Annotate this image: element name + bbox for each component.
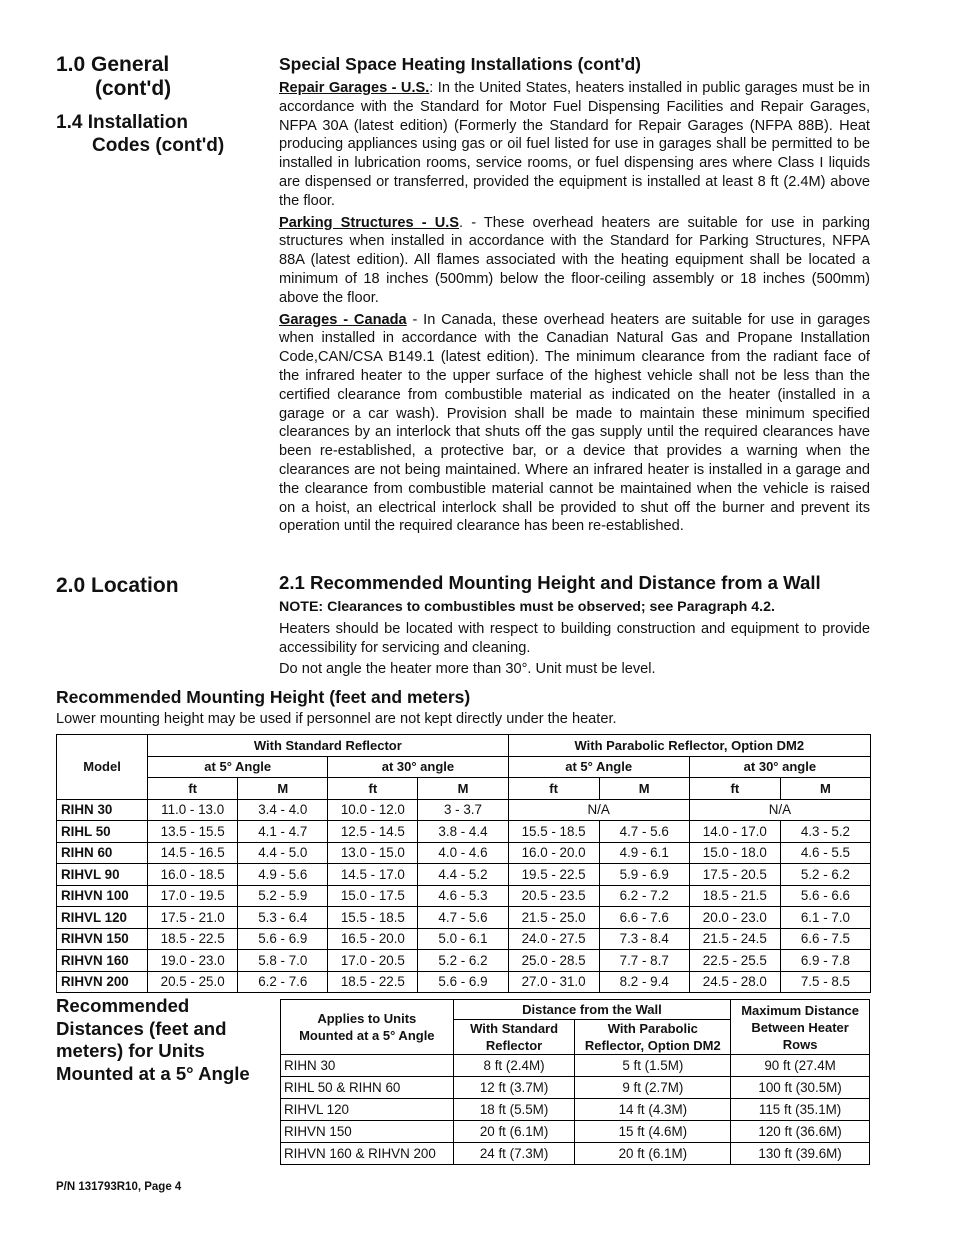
value-cell: 4.1 - 4.7	[238, 821, 328, 843]
value-cell: 130 ft (39.6M)	[731, 1143, 870, 1165]
value-cell: 6.9 - 7.8	[780, 950, 870, 972]
value-cell: 20.5 - 25.0	[148, 971, 238, 993]
applies-to-units-header-line2: Mounted at a 5° Angle	[299, 1028, 435, 1043]
table-row	[281, 1077, 870, 1099]
value-cell: 24 ft (7.3M)	[453, 1143, 575, 1165]
header-row-1	[281, 1000, 870, 1020]
unit-header: M	[780, 778, 870, 800]
value-cell: 3.8 - 4.4	[418, 821, 508, 843]
model-cell: RIHVL 120	[57, 907, 148, 929]
repair-garages-label: Repair Garages - U.S.	[279, 80, 430, 96]
unit-header: M	[418, 778, 508, 800]
table-row	[57, 950, 871, 972]
section-1-4-title-line1: 1.4 Installation	[56, 112, 188, 133]
unit-header: ft	[328, 778, 418, 800]
value-cell: 20 ft (6.1M)	[453, 1121, 575, 1143]
model-cell: RIHL 50	[57, 821, 148, 843]
standard-reflector-header-line1: With Standard	[470, 1021, 559, 1036]
par-5-angle-header: at 5° Angle	[508, 756, 689, 778]
value-cell: 4.6 - 5.5	[780, 842, 870, 864]
header-row-2	[57, 756, 871, 778]
value-cell: 4.7 - 5.6	[599, 821, 689, 843]
mounting-height-subtext: Lower mounting height may be used if personnel are not kept directly under the heater.	[56, 711, 617, 727]
value-cell: 19.0 - 23.0	[148, 950, 238, 972]
par-30-angle-header: at 30° angle	[689, 756, 870, 778]
value-cell: 3.4 - 4.0	[238, 799, 328, 821]
value-cell: 4.4 - 5.0	[238, 842, 328, 864]
value-cell: 16.0 - 18.5	[148, 864, 238, 886]
value-cell: 15 ft (4.6M)	[575, 1121, 731, 1143]
value-cell: 17.5 - 20.5	[689, 864, 780, 886]
value-cell: 18.5 - 22.5	[328, 971, 418, 993]
section-2-1	[279, 571, 870, 678]
repair-garages-text: : In the United States, heaters installed in public garages must be in accordance with the Standard for Motor Fuel Dispensing Facilities and Repair Garages, NFPA 30A (latest edition) (Formerly the Standard for Repair Garages (NFPA 88B). Heat producing appliances using gas or oil fuel listed for use in garages shall be permitted to be installed in lubrication rooms, service rooms, or fuel dispensing ares where Class I liquids are dispensed or transferred, provided the equipment is installed at least 8 ft (2.4M) above the floor.	[279, 80, 870, 209]
section-1-4-title-line2: Codes (cont'd)	[92, 135, 225, 156]
value-cell: 4.0 - 4.6	[418, 842, 508, 864]
model-cell: RIHN 60	[57, 842, 148, 864]
value-cell: 21.5 - 25.0	[508, 907, 599, 929]
applies-to-units-header	[281, 1000, 454, 1055]
value-cell: 6.6 - 7.5	[780, 928, 870, 950]
standard-reflector-header: With Standard Reflector	[148, 735, 508, 757]
max-distance-header	[731, 1000, 870, 1055]
value-cell: 8 ft (2.4M)	[453, 1055, 575, 1077]
parabolic-reflector-header-line2: Reflector, Option DM2	[584, 1038, 721, 1053]
mounting-height-heading: Recommended Mounting Height (feet and meters)	[56, 687, 471, 707]
model-cell: RIHN 30	[57, 799, 148, 821]
garages-canada-label: Garages - Canada	[279, 311, 407, 328]
special-installations	[279, 54, 870, 536]
value-cell: 16.0 - 20.0	[508, 842, 599, 864]
header-row-3	[57, 778, 871, 800]
std-30-angle-header: at 30° angle	[328, 756, 508, 778]
max-distance-header-line1: Maximum Distance	[741, 1002, 859, 1018]
max-distance-header-line3: Rows	[782, 1036, 818, 1052]
value-cell: 8.2 - 9.4	[599, 971, 689, 993]
na-cell: N/A	[508, 799, 689, 821]
value-cell: 10.0 - 12.0	[328, 799, 418, 821]
table-row	[281, 1143, 870, 1165]
value-cell: 4.7 - 5.6	[418, 907, 508, 929]
value-cell: 15.5 - 18.5	[328, 907, 418, 929]
value-cell: 12 ft (3.7M)	[453, 1077, 575, 1099]
value-cell: 7.3 - 8.4	[599, 928, 689, 950]
value-cell: 24.5 - 28.0	[689, 971, 780, 993]
value-cell: 5.9 - 6.9	[599, 864, 689, 886]
distances-heading	[56, 995, 250, 1085]
repair-garages-paragraph	[279, 79, 870, 211]
value-cell: 22.5 - 25.5	[689, 950, 780, 972]
section-1-4-title	[56, 111, 224, 157]
location-paragraph-1: Heaters should be located with respect to building construction and equipment to provide accessibility for servicing and cleaning.	[279, 621, 870, 656]
value-cell: 90 ft (27.4M	[731, 1055, 870, 1077]
value-cell: 5.6 - 6.6	[780, 885, 870, 907]
value-cell: 5.2 - 6.2	[780, 864, 870, 886]
standard-reflector-header	[453, 1020, 575, 1055]
value-cell: 18.5 - 22.5	[148, 928, 238, 950]
unit-cell: RIHL 50 & RIHN 60	[281, 1077, 454, 1099]
unit-cell: RIHVN 160 & RIHVN 200	[281, 1143, 454, 1165]
value-cell: 5.3 - 6.4	[238, 907, 328, 929]
clearance-note: NOTE: Clearances to combustibles must be observed; see Paragraph 4.2.	[279, 599, 775, 615]
model-cell: RIHVN 100	[57, 885, 148, 907]
section-1-title	[56, 53, 171, 101]
value-cell: 20.0 - 23.0	[689, 907, 780, 929]
value-cell: 5.6 - 6.9	[418, 971, 508, 993]
value-cell: 13.0 - 15.0	[328, 842, 418, 864]
table-row	[57, 885, 871, 907]
value-cell: 14 ft (4.3M)	[575, 1099, 731, 1121]
model-cell: RIHVN 200	[57, 971, 148, 993]
model-header: Model	[57, 735, 148, 800]
unit-cell: RIHN 30	[281, 1055, 454, 1077]
model-cell: RIHVN 150	[57, 928, 148, 950]
value-cell: 7.7 - 8.7	[599, 950, 689, 972]
distances-heading-line4: Mounted at a 5° Angle	[56, 1062, 250, 1084]
applies-to-units-header-line1: Applies to Units	[317, 1011, 417, 1026]
distances-table	[280, 999, 870, 1165]
section-1-title-line1: 1.0 General	[56, 53, 170, 76]
value-cell: 5.2 - 5.9	[238, 885, 328, 907]
value-cell: 13.5 - 15.5	[148, 821, 238, 843]
distances-heading-line2: Distances (feet and	[56, 1017, 227, 1039]
table-row	[57, 928, 871, 950]
value-cell: 5.0 - 6.1	[418, 928, 508, 950]
table-row	[57, 842, 871, 864]
parabolic-reflector-header	[575, 1020, 731, 1055]
distance-from-wall-header: Distance from the Wall	[453, 1000, 731, 1020]
value-cell: 12.5 - 14.5	[328, 821, 418, 843]
value-cell: 115 ft (35.1M)	[731, 1099, 870, 1121]
value-cell: 6.1 - 7.0	[780, 907, 870, 929]
location-paragraph-2: Do not angle the heater more than 30°. Unit must be level.	[279, 660, 656, 677]
value-cell: 5.2 - 6.2	[418, 950, 508, 972]
value-cell: 5.6 - 6.9	[238, 928, 328, 950]
unit-cell: RIHVN 150	[281, 1121, 454, 1143]
table-row	[281, 1121, 870, 1143]
value-cell: 100 ft (30.5M)	[731, 1077, 870, 1099]
value-cell: 25.0 - 28.5	[508, 950, 599, 972]
table-row	[57, 971, 871, 993]
parabolic-reflector-header-line1: With Parabolic	[607, 1021, 698, 1036]
value-cell: 21.5 - 24.5	[689, 928, 780, 950]
value-cell: 4.6 - 5.3	[418, 885, 508, 907]
model-cell: RIHVN 160	[57, 950, 148, 972]
value-cell: 6.6 - 7.6	[599, 907, 689, 929]
value-cell: 7.5 - 8.5	[780, 971, 870, 993]
table-row	[57, 864, 871, 886]
table-row	[281, 1055, 870, 1077]
value-cell: 24.0 - 27.5	[508, 928, 599, 950]
distances-heading-line3: meters) for Units	[56, 1040, 205, 1061]
value-cell: 19.5 - 22.5	[508, 864, 599, 886]
value-cell: 20 ft (6.1M)	[575, 1143, 731, 1165]
mounting-height-table	[56, 734, 871, 993]
unit-header: ft	[508, 778, 599, 800]
value-cell: 27.0 - 31.0	[508, 971, 599, 993]
std-5-angle-header: at 5° Angle	[148, 756, 328, 778]
value-cell: 6.2 - 7.2	[599, 885, 689, 907]
unit-header: ft	[689, 778, 780, 800]
page-footer: P/N 131793R10, Page 4	[56, 1181, 182, 1193]
value-cell: 5.8 - 7.0	[238, 950, 328, 972]
header-row-1	[57, 735, 871, 757]
value-cell: 14.5 - 16.5	[148, 842, 238, 864]
value-cell: 3 - 3.7	[418, 799, 508, 821]
value-cell: 4.9 - 6.1	[599, 842, 689, 864]
section-2-title: 2.0 Location	[56, 574, 179, 597]
value-cell: 20.5 - 23.5	[508, 885, 599, 907]
value-cell: 17.0 - 19.5	[148, 885, 238, 907]
value-cell: 18 ft (5.5M)	[453, 1099, 575, 1121]
parking-structures-label: Parking Structures - U.S	[279, 214, 460, 231]
value-cell: 6.2 - 7.6	[238, 971, 328, 993]
garages-canada-text: - In Canada, these overhead heaters are suitable for use in garages when installed in accordance with the Canadian Natural Gas and Propane Installation Code,CAN/CSA B149.1 (latest edition). The minimum clearance from the radiant face of the infrared heater to the upper surface of the highest vehicle shall not be less than the certified clearance from combustible material as indicated on the heater (installed in a garage or a car wash). Provision shall be made to maintain these minimum specified clearances by an interlock that shuts off the gas supply until the required clearances have been re-established, a protective bar, or a device that provides a warning when the clearances are not being maintained. Where an infrared heater is installed in a garage and the clearance from combustible material cannot be maintained when the vehicle is raised on a hoist, an electrical interlock shall be provided to shut off the burner and prevent its operation until the required clearance has been re-established.	[279, 311, 870, 535]
unit-header: M	[599, 778, 689, 800]
table-row	[57, 799, 871, 821]
value-cell: 15.0 - 17.5	[328, 885, 418, 907]
parking-structures-text: . - These overhead heaters are suitable for use in parking structures when installed in accordance with the Standard for Parking Structures, NFPA 88A (latest edition). All flames associated with the heating equipment shall be located a minimum of 18 inches (500mm) below the floor-ceiling assembly or 18 inches (500mm) above the floor.	[279, 214, 871, 306]
table-row	[281, 1099, 870, 1121]
unit-cell: RIHVL 120	[281, 1099, 454, 1121]
model-cell: RIHVL 90	[57, 864, 148, 886]
value-cell: 15.5 - 18.5	[508, 821, 599, 843]
table-row	[57, 907, 871, 929]
value-cell: 5 ft (1.5M)	[575, 1055, 731, 1077]
value-cell: 17.0 - 20.5	[328, 950, 418, 972]
na-cell: N/A	[689, 799, 870, 821]
unit-header: M	[238, 778, 328, 800]
value-cell: 15.0 - 18.0	[689, 842, 780, 864]
value-cell: 16.5 - 20.0	[328, 928, 418, 950]
section-1-title-line2: (cont'd)	[95, 77, 172, 100]
max-distance-header-line2: Between Heater	[751, 1019, 849, 1035]
value-cell: 4.4 - 5.2	[418, 864, 508, 886]
value-cell: 14.5 - 17.0	[328, 864, 418, 886]
value-cell: 14.0 - 17.0	[689, 821, 780, 843]
table-row	[57, 821, 871, 843]
value-cell: 18.5 - 21.5	[689, 885, 780, 907]
standard-reflector-header-line2: Reflector	[485, 1038, 543, 1053]
section-2-1-heading: 2.1 Recommended Mounting Height and Distance from a Wall	[279, 572, 821, 593]
special-heading: Special Space Heating Installations (cont'd)	[279, 54, 642, 74]
value-cell: 4.3 - 5.2	[780, 821, 870, 843]
distances-heading-line1: Recommended	[56, 995, 190, 1016]
value-cell: 4.9 - 5.6	[238, 864, 328, 886]
value-cell: 9 ft (2.7M)	[575, 1077, 731, 1099]
value-cell: 17.5 - 21.0	[148, 907, 238, 929]
value-cell: 11.0 - 13.0	[148, 799, 238, 821]
parking-structures-paragraph	[279, 214, 870, 308]
value-cell: 120 ft (36.6M)	[731, 1121, 870, 1143]
garages-canada-paragraph	[279, 311, 870, 537]
parabolic-reflector-header: With Parabolic Reflector, Option DM2	[508, 735, 870, 757]
unit-header: ft	[148, 778, 238, 800]
